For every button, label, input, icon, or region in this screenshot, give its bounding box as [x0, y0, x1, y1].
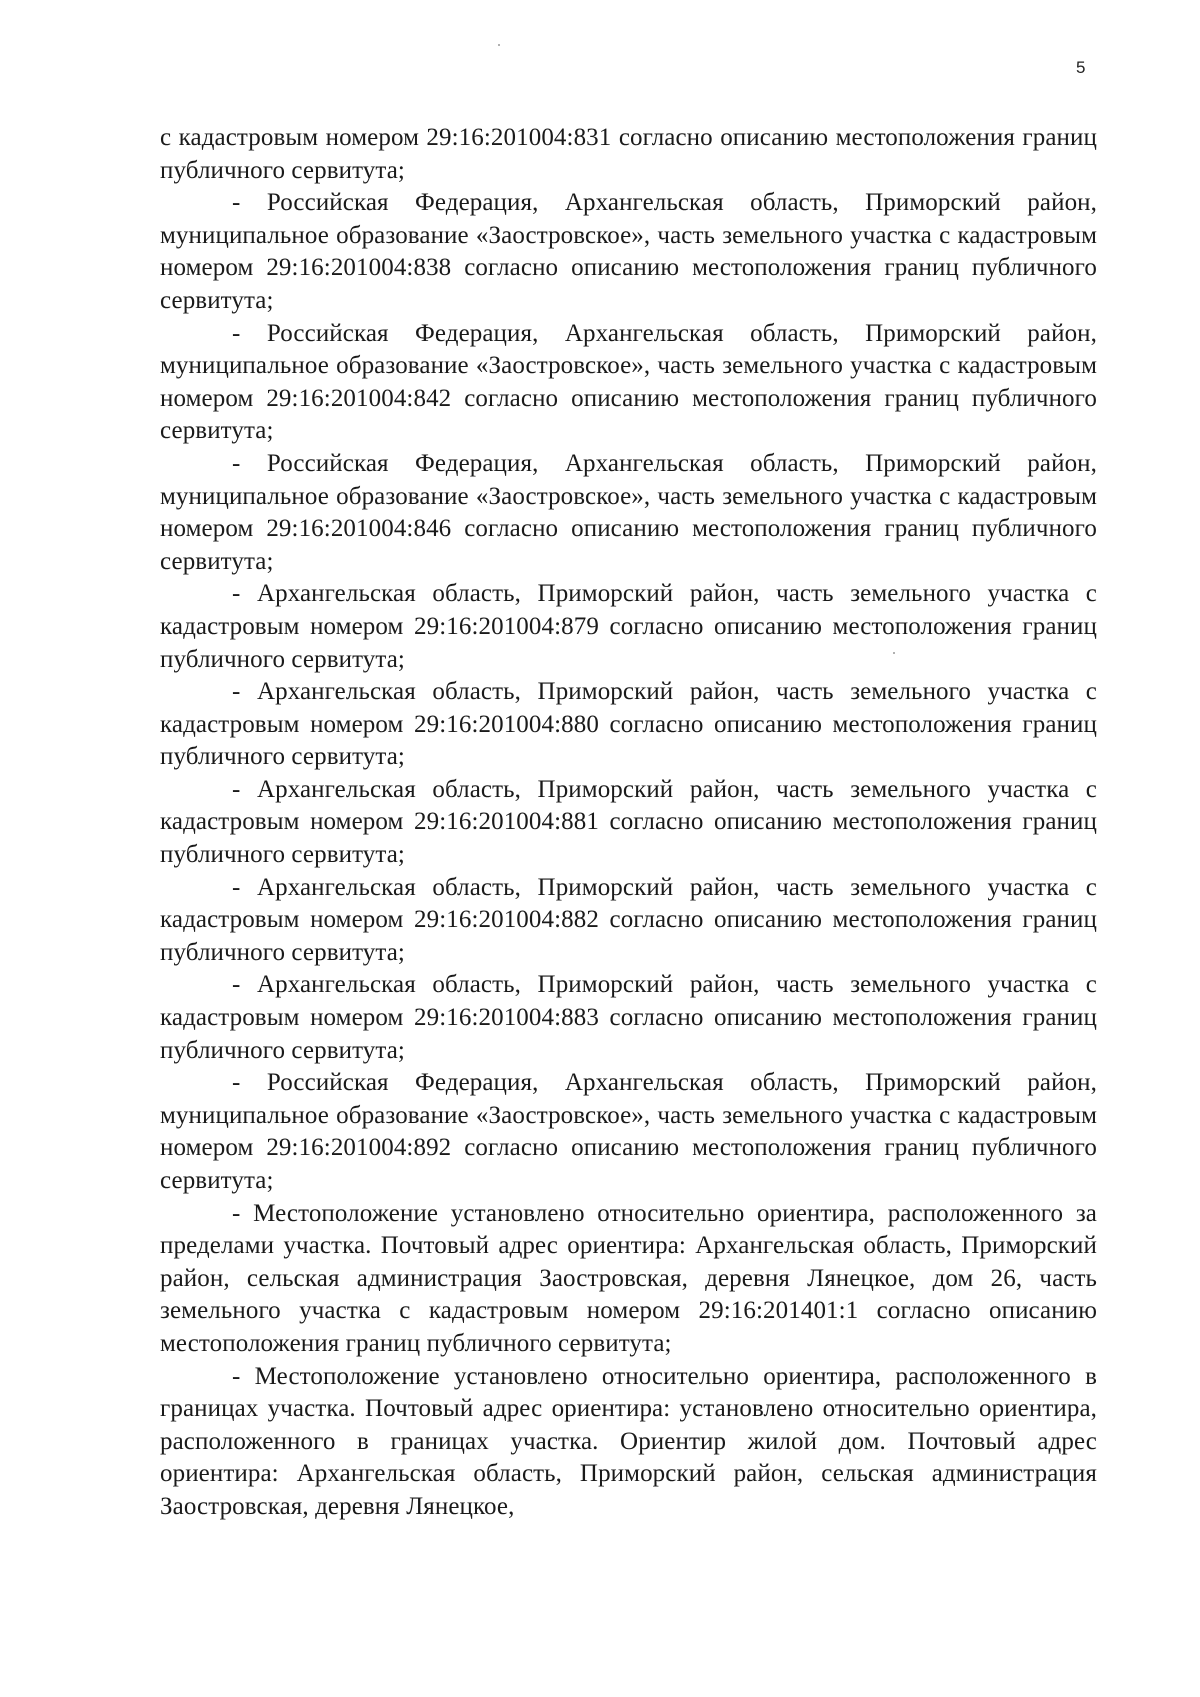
list-item: - Архангельская область, Приморский район, часть земельного участка с кадастровым номером 29:16:201004:879 согласно описанию местоположения границ публичного сервитута;: [160, 580, 1097, 673]
list-item: - Российская Федерация, Архангельская область, Приморский район, муниципальное образование «Заостровское», часть земельного участка с кадастровым номером 29:16:201004:838 согласно описанию местоположения границ публичного сервитута;: [160, 189, 1097, 314]
list-item: - Местоположение установлено относительно ориентира, расположенного в границах участка. Почтовый адрес ориентира: установлено относительно ориентира, расположенного в границах участка. Ориентир жилой дом. Почтовый адрес ориентира: Архангельская область, Приморский район, сельская администрация Заостровская, деревня Лянецкое,: [160, 1362, 1097, 1520]
list-item: - Архангельская область, Приморский район, часть земельного участка с кадастровым номером 29:16:201004:882 согласно описанию местоположения границ публичного сервитута;: [160, 873, 1097, 966]
list-item: - Местоположение установлено относительно ориентира, расположенного за пределами участка. Почтовый адрес ориентира: Архангельская область, Приморский район, сельская администрация Заостровская, деревня Лянецкое, дом 26, часть земельного участка с кадастровым номером 29:16:201401:1 согласно описанию местоположения границ публичного сервитута;: [160, 1199, 1097, 1357]
list-item: - Российская Федерация, Архангельская область, Приморский район, муниципальное образование «Заостровское», часть земельного участка с кадастровым номером 29:16:201004:892 согласно описанию местоположения границ публичного сервитута;: [160, 1069, 1097, 1194]
list-item: - Российская Федерация, Архангельская область, Приморский район, муниципальное образование «Заостровское», часть земельного участка с кадастровым номером 29:16:201004:846 согласно описанию местоположения границ публичного сервитута;: [160, 449, 1097, 575]
list-item: - Архангельская область, Приморский район, часть земельного участка с кадастровым номером 29:16:201004:880 согласно описанию местоположения границ публичного сервитута;: [160, 678, 1097, 771]
document-body: [160, 122, 1097, 1524]
page-number: 5: [1076, 58, 1086, 77]
scan-speck: [893, 652, 895, 654]
list-item: - Архангельская область, Приморский район, часть земельного участка с кадастровым номером 29:16:201004:881 согласно описанию местоположения границ публичного сервитута;: [160, 775, 1097, 869]
list-item: - Российская Федерация, Архангельская область, Приморский район, муниципальное образование «Заостровское», часть земельного участка с кадастровым номером 29:16:201004:842 согласно описанию местоположения границ публичного сервитута;: [160, 319, 1097, 445]
list-item: - Архангельская область, Приморский район, часть земельного участка с кадастровым номером 29:16:201004:883 согласно описанию местоположения границ публичного сервитута;: [160, 971, 1097, 1064]
continuation-paragraph: с кадастровым номером 29:16:201004:831 согласно описанию местоположения границ публичного сервитута;: [160, 124, 1097, 184]
scan-speck: [498, 44, 500, 46]
